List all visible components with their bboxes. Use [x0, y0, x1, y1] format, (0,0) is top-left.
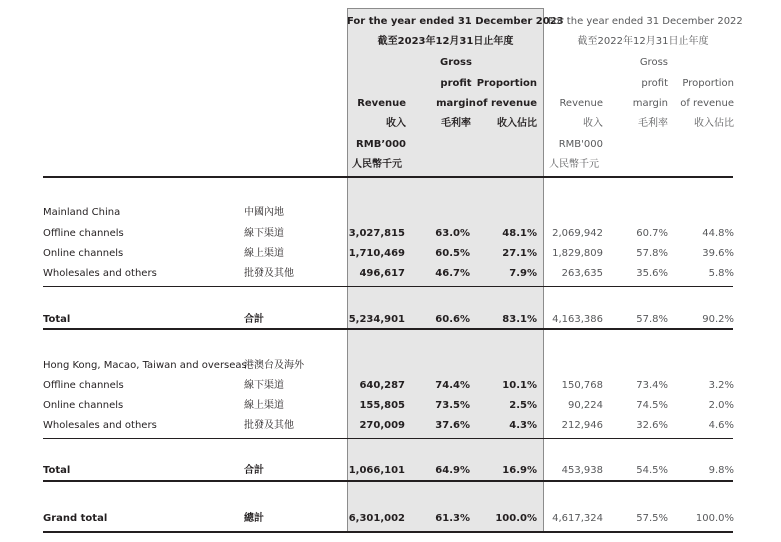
- cell-rev-2022: 453,938: [561, 465, 603, 476]
- cell-prop-2023: 2.5%: [509, 400, 537, 411]
- cell-prop-2023: 48.1%: [502, 228, 537, 239]
- cell-prop-2023: 4.3%: [509, 420, 537, 431]
- row-label-cn: 合計: [244, 314, 264, 325]
- cell-rev-2022: 212,946: [561, 420, 603, 431]
- cell-prop-2022: 4.6%: [708, 420, 734, 431]
- row-label-cn: 港澳台及海外: [244, 360, 304, 371]
- row-rule: [43, 438, 733, 439]
- cell-gpm-2022: 35.6%: [636, 268, 668, 279]
- gpm-2023-l2: profit: [440, 78, 472, 89]
- cell-gpm-2023: 60.5%: [435, 248, 470, 259]
- row-label-en: Total: [43, 465, 71, 476]
- gpm-2022-cn: 毛利率: [638, 118, 668, 129]
- revenue-2023-cn: 收入: [386, 118, 406, 129]
- revenue-2022-unit-cn: 人民幣千元: [549, 159, 599, 170]
- row-label-cn: 線上渠道: [244, 400, 284, 411]
- prop-2023-l2: of revenue: [476, 98, 537, 109]
- cell-rev-2023: 3,027,815: [348, 228, 405, 239]
- row-label-cn: 中國內地: [244, 207, 284, 218]
- cell-gpm-2023: 37.6%: [435, 420, 470, 431]
- cell-rev-2022: 1,829,809: [552, 248, 603, 259]
- cell-gpm-2023: 46.7%: [435, 268, 470, 279]
- cell-rev-2023: 1,710,469: [348, 248, 405, 259]
- cell-gpm-2022: 74.5%: [636, 400, 668, 411]
- cell-gpm-2022: 54.5%: [636, 465, 668, 476]
- cell-prop-2022: 3.2%: [708, 380, 734, 391]
- row-label-en: Online channels: [43, 248, 124, 259]
- row-label-en: Total: [43, 314, 71, 325]
- cell-prop-2023: 100.0%: [495, 513, 537, 524]
- prop-2023-cn: 收入佔比: [497, 118, 537, 129]
- cell-gpm-2023: 63.0%: [435, 228, 470, 239]
- period-2023-cn: 截至2023年12月31日止年度: [377, 36, 514, 47]
- cell-gpm-2022: 60.7%: [636, 228, 668, 239]
- prop-2022-cn: 收入佔比: [694, 118, 734, 129]
- row-label-en: Mainland China: [43, 207, 121, 218]
- prop-2022-l2: of revenue: [680, 98, 734, 109]
- row-label-cn: 批發及其他: [244, 420, 294, 431]
- cell-rev-2022: 90,224: [568, 400, 603, 411]
- prop-2022-l1: Proportion: [682, 78, 734, 89]
- row-rule: [43, 480, 733, 482]
- cell-rev-2023: 6,301,002: [348, 513, 405, 524]
- row-label-en: Offline channels: [43, 380, 124, 391]
- prop-2023-l1: Proportion: [476, 78, 537, 89]
- cell-prop-2022: 100.0%: [695, 513, 734, 524]
- row-label-cn: 線下渠道: [244, 380, 284, 391]
- gpm-2022-l2: profit: [641, 78, 668, 89]
- revenue-2023-en: Revenue: [357, 98, 406, 109]
- cell-gpm-2022: 57.5%: [636, 513, 668, 524]
- revenue-2023-unit-en: RMB’000: [356, 139, 406, 150]
- cell-prop-2023: 16.9%: [502, 465, 537, 476]
- cell-prop-2023: 10.1%: [502, 380, 537, 391]
- row-label-en: Offline channels: [43, 228, 124, 239]
- cell-rev-2023: 155,805: [359, 400, 405, 411]
- cell-gpm-2023: 64.9%: [435, 465, 470, 476]
- row-label-cn: 批發及其他: [244, 268, 294, 279]
- row-rule: [43, 328, 733, 330]
- cell-gpm-2023: 73.5%: [435, 400, 470, 411]
- row-label-cn: 線上渠道: [244, 248, 284, 259]
- cell-prop-2022: 44.8%: [702, 228, 734, 239]
- cell-gpm-2023: 60.6%: [435, 314, 470, 325]
- cell-rev-2022: 263,635: [561, 268, 603, 279]
- cell-prop-2022: 9.8%: [708, 465, 734, 476]
- period-2022-en: For the year ended 31 December 2022: [548, 16, 743, 27]
- cell-gpm-2023: 74.4%: [435, 380, 470, 391]
- cell-rev-2022: 4,617,324: [552, 513, 603, 524]
- gpm-2022-l3: margin: [632, 98, 668, 109]
- row-label-cn: 總計: [244, 513, 264, 524]
- period-2023-en: For the year ended 31 December 2023: [347, 16, 564, 27]
- row-rule: [43, 531, 733, 533]
- cell-rev-2023: 1,066,101: [348, 465, 405, 476]
- revenue-2022-en: Revenue: [559, 98, 603, 109]
- cell-rev-2023: 640,287: [359, 380, 405, 391]
- cell-rev-2023: 5,234,901: [348, 314, 405, 325]
- cell-gpm-2022: 73.4%: [636, 380, 668, 391]
- cell-prop-2023: 7.9%: [509, 268, 537, 279]
- cell-gpm-2023: 61.3%: [435, 513, 470, 524]
- period-2022-cn: 截至2022年12月31日止年度: [577, 36, 709, 47]
- cell-prop-2022: 90.2%: [702, 314, 734, 325]
- cell-rev-2022: 150,768: [561, 380, 603, 391]
- row-label-cn: 合計: [244, 465, 264, 476]
- cell-gpm-2022: 32.6%: [636, 420, 668, 431]
- gpm-2023-cn: 毛利率: [441, 118, 471, 129]
- cell-rev-2023: 270,009: [359, 420, 405, 431]
- revenue-2022-unit-en: RMB'000: [558, 139, 603, 150]
- revenue-2022-cn: 收入: [583, 118, 603, 129]
- gpm-2022-l1: Gross: [639, 57, 668, 68]
- gpm-2023-l3: margin: [436, 98, 476, 109]
- cell-prop-2022: 2.0%: [708, 400, 734, 411]
- cell-gpm-2022: 57.8%: [636, 248, 668, 259]
- row-label-en: Online channels: [43, 400, 124, 411]
- cell-rev-2022: 4,163,386: [552, 314, 603, 325]
- cell-rev-2022: 2,069,942: [552, 228, 603, 239]
- row-label-cn: 線下渠道: [244, 228, 284, 239]
- row-label-en: Hong Kong, Macao, Taiwan and overseas: [43, 360, 247, 371]
- row-label-en: Wholesales and others: [43, 268, 157, 279]
- row-label-en: Wholesales and others: [43, 420, 157, 431]
- cell-prop-2023: 27.1%: [502, 248, 537, 259]
- cell-prop-2022: 5.8%: [708, 268, 734, 279]
- cell-rev-2023: 496,617: [359, 268, 405, 279]
- revenue-2023-unit-cn: 人民幣千元: [352, 159, 402, 170]
- cell-gpm-2022: 57.8%: [636, 314, 668, 325]
- cell-prop-2022: 39.6%: [702, 248, 734, 259]
- header-rule: [43, 176, 733, 178]
- row-rule: [43, 286, 733, 287]
- gpm-2023-l1: Gross: [440, 57, 472, 68]
- row-label-en: Grand total: [43, 513, 108, 524]
- cell-prop-2023: 83.1%: [502, 314, 537, 325]
